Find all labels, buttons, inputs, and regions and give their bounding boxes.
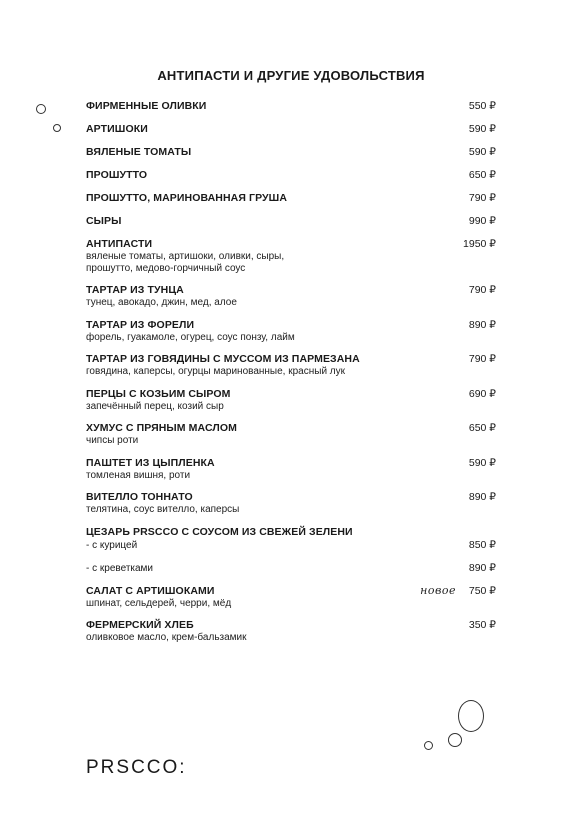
item-price: 590 ₽ bbox=[468, 146, 496, 158]
bubble-decoration bbox=[53, 124, 61, 132]
menu-item bbox=[86, 491, 496, 516]
item-option-row bbox=[86, 562, 496, 575]
item-name: АНТИПАСТИ bbox=[86, 238, 153, 250]
menu-item bbox=[86, 526, 496, 575]
item-name: ПРОШУТТО, МАРИНОВАННАЯ ГРУША bbox=[86, 192, 287, 204]
item-description: томленая вишня, роти bbox=[86, 469, 191, 481]
menu-item-row bbox=[86, 123, 496, 136]
item-price: 890 ₽ bbox=[468, 318, 496, 331]
item-description: форель, гуакамоле, огурец, соус понзу, лайм bbox=[86, 331, 295, 343]
menu-item-row bbox=[86, 284, 496, 297]
bubble-decoration bbox=[36, 104, 46, 114]
menu-item-row bbox=[86, 238, 496, 251]
option-price: 890 ₽ bbox=[468, 561, 496, 574]
menu-item-row bbox=[86, 422, 496, 435]
menu-item bbox=[86, 284, 496, 309]
item-description: вяленые томаты, артишоки, оливки, сыры, bbox=[86, 251, 285, 262]
item-price: 550 ₽ bbox=[468, 100, 496, 112]
item-name: ЦЕЗАРЬ PRSCCO С СОУСОМ ИЗ СВЕЖЕЙ ЗЕЛЕНИ bbox=[86, 525, 353, 538]
item-description: прошутто, медово-горчичный соус bbox=[86, 262, 246, 274]
item-name: СЫРЫ bbox=[86, 215, 122, 227]
item-name: ФИРМЕННЫЕ ОЛИВКИ bbox=[86, 100, 207, 112]
item-name: ХУМУС С ПРЯНЫМ МАСЛОМ bbox=[86, 422, 237, 434]
menu-item bbox=[86, 215, 496, 228]
menu-item-row bbox=[86, 526, 496, 539]
item-price: 590 ₽ bbox=[468, 456, 496, 469]
item-price: 750 ₽ bbox=[468, 584, 496, 597]
item-price: 790 ₽ bbox=[468, 192, 496, 204]
item-price: 790 ₽ bbox=[468, 284, 496, 296]
item-name: АРТИШОКИ bbox=[86, 123, 148, 135]
item-name: ПАШТЕТ ИЗ ЦЫПЛЕНКА bbox=[86, 456, 215, 469]
item-name: САЛАТ С АРТИШОКАМИ bbox=[86, 584, 215, 597]
item-name: ТАРТАР ИЗ ТУНЦА bbox=[86, 284, 184, 296]
menu-item bbox=[86, 192, 496, 205]
menu-item-row bbox=[86, 319, 496, 332]
menu-item-row bbox=[86, 169, 496, 182]
menu-item-row bbox=[86, 100, 496, 113]
item-price: 350 ₽ bbox=[468, 619, 496, 631]
item-description: чипсы роти bbox=[86, 435, 139, 446]
item-description: запечённый перец, козий сыр bbox=[86, 400, 224, 412]
menu-item-row bbox=[86, 491, 496, 504]
item-price: 890 ₽ bbox=[468, 491, 496, 503]
item-price: 990 ₽ bbox=[468, 215, 496, 227]
page-title: АНТИПАСТИ И ДРУГИЕ УДОВОЛЬСТВИЯ bbox=[157, 68, 425, 83]
menu-item bbox=[86, 100, 496, 113]
item-description: тунец, авокадо, джин, мед, алое bbox=[86, 297, 237, 308]
item-price: 650 ₽ bbox=[468, 422, 496, 434]
item-name: ТАРТАР ИЗ ГОВЯДИНЫ С МУССОМ ИЗ ПАРМЕЗАНА bbox=[86, 353, 360, 365]
menu-item-row bbox=[86, 388, 496, 401]
menu-item-row bbox=[86, 215, 496, 228]
menu-item-row bbox=[86, 619, 496, 632]
item-price: 650 ₽ bbox=[468, 169, 496, 181]
option-price: 850 ₽ bbox=[468, 538, 496, 551]
option-label: - с креветками bbox=[86, 562, 154, 574]
item-name: ПЕРЦЫ С КОЗЬИМ СЫРОМ bbox=[86, 387, 231, 400]
menu-item bbox=[86, 238, 496, 274]
item-option-row bbox=[86, 539, 496, 552]
option-label: - с курицей bbox=[86, 539, 138, 551]
menu-list bbox=[86, 100, 496, 654]
item-name: ВЯЛЕНЫЕ ТОМАТЫ bbox=[86, 146, 192, 158]
menu-item bbox=[86, 457, 496, 482]
menu-item bbox=[86, 388, 496, 413]
menu-item bbox=[86, 422, 496, 447]
menu-item-row bbox=[86, 192, 496, 205]
menu-item bbox=[86, 619, 496, 644]
menu-item bbox=[86, 319, 496, 344]
item-price: 690 ₽ bbox=[468, 387, 496, 400]
bubble-decoration bbox=[458, 700, 484, 732]
menu-item-row bbox=[86, 457, 496, 470]
item-name: ФЕРМЕРСКИЙ ХЛЕБ bbox=[86, 619, 194, 631]
item-price: 590 ₽ bbox=[468, 123, 496, 135]
item-price: 1950 ₽ bbox=[463, 238, 496, 250]
item-name: ТАРТАР ИЗ ФОРЕЛИ bbox=[86, 318, 195, 331]
item-name: ПРОШУТТО bbox=[86, 169, 148, 181]
item-description: телятина, соус вителло, каперсы bbox=[86, 504, 240, 515]
brand-logo: PRSCCO: bbox=[86, 757, 187, 778]
item-description: говядина, каперсы, огурцы маринованные, красный лук bbox=[86, 366, 346, 377]
item-description: шпинат, сельдерей, черри, мёд bbox=[86, 597, 232, 609]
bubble-decoration bbox=[448, 733, 462, 747]
menu-item bbox=[86, 123, 496, 136]
new-badge: новое bbox=[420, 583, 456, 597]
menu-item bbox=[86, 169, 496, 182]
item-name: ВИТЕЛЛО ТОННАТО bbox=[86, 491, 193, 503]
menu-item bbox=[86, 146, 496, 159]
menu-item bbox=[86, 353, 496, 378]
item-description: оливковое масло, крем-бальзамик bbox=[86, 632, 247, 643]
menu-item bbox=[86, 585, 496, 610]
menu-item-row bbox=[86, 146, 496, 159]
bubble-decoration bbox=[424, 741, 433, 750]
menu-item-row bbox=[86, 353, 496, 366]
item-price: 790 ₽ bbox=[468, 353, 496, 365]
